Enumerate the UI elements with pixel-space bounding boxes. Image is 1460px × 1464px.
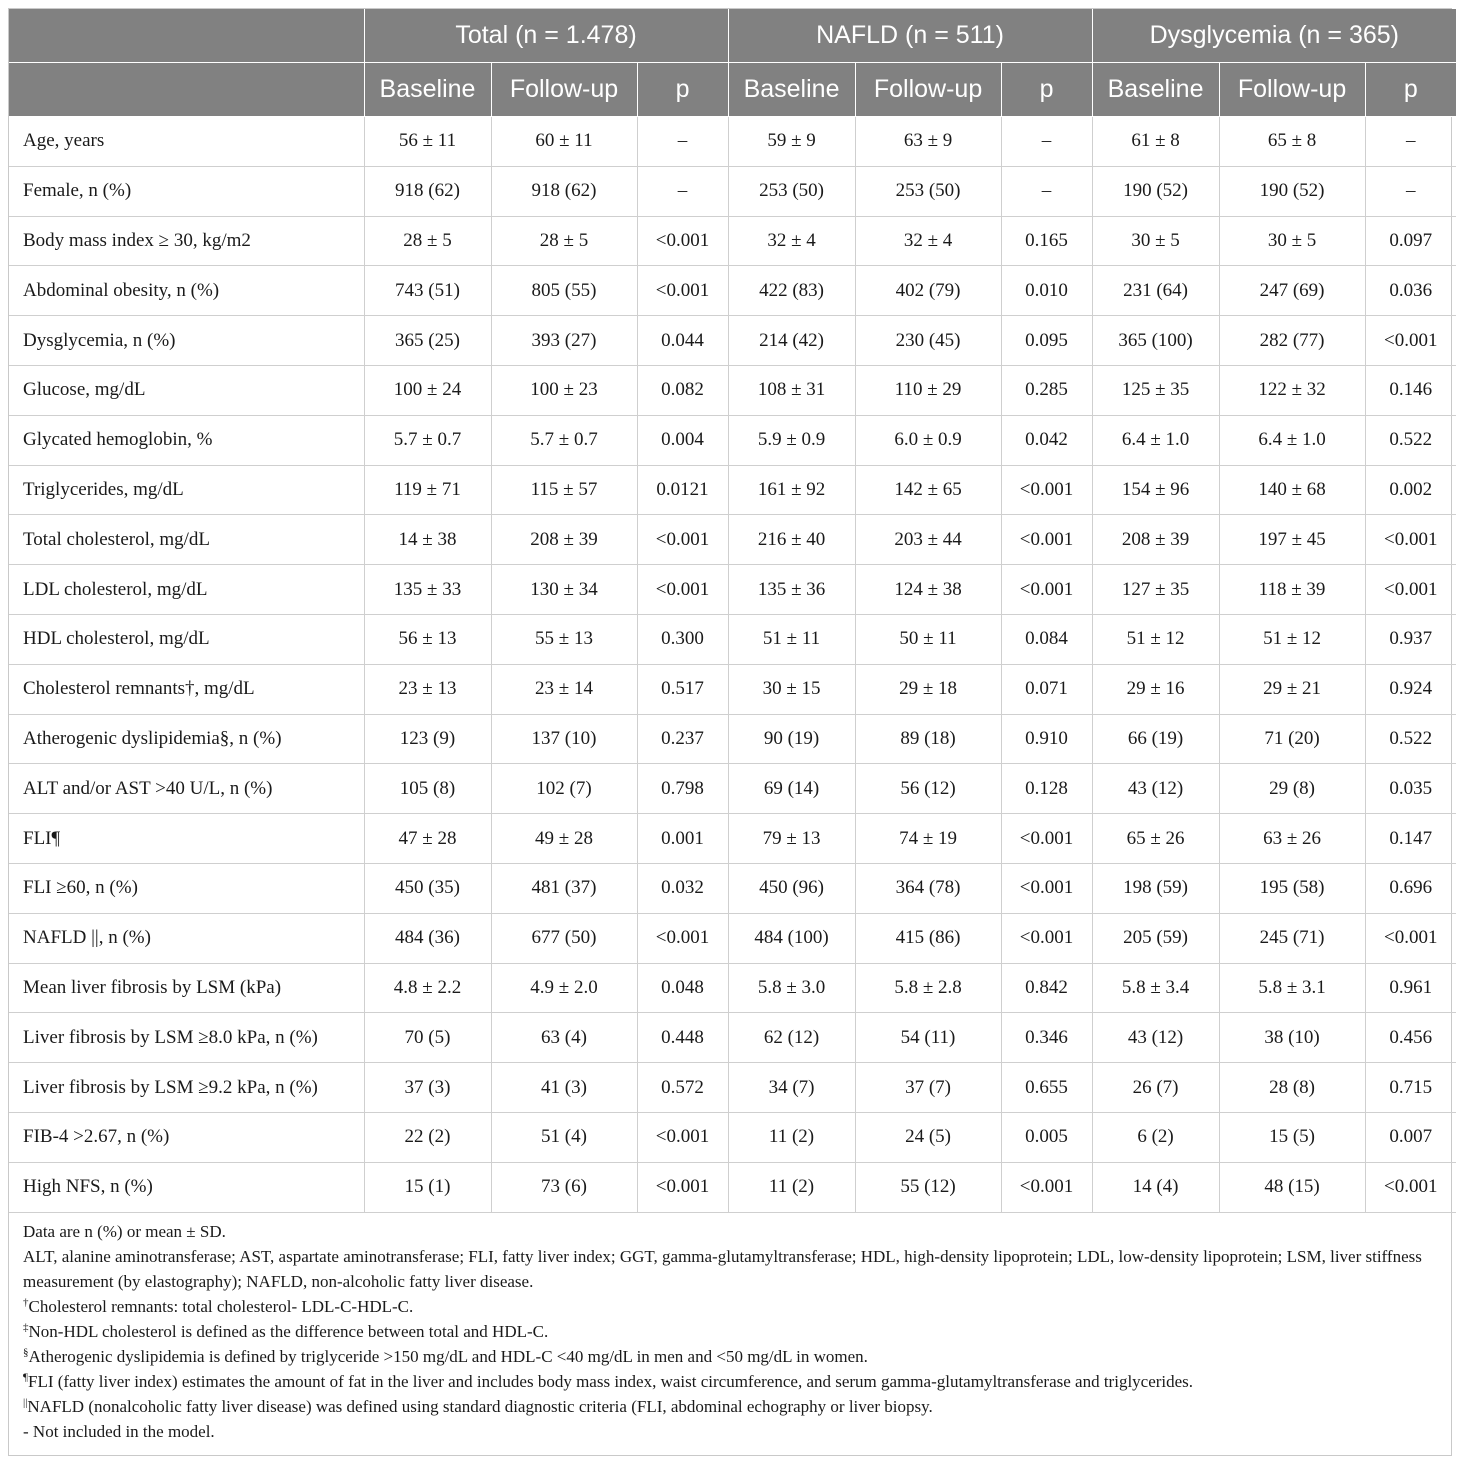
table-row	[9, 515, 1456, 565]
cell-nafld-follow-up: 124 ± 38	[855, 565, 1001, 615]
cell-total-follow-up: 63 (4)	[491, 1013, 637, 1063]
cell-total-follow-up: 208 ± 39	[491, 515, 637, 565]
row-label: Liver fibrosis by LSM ≥8.0 kPa, n (%)	[9, 1013, 364, 1063]
cell-dysglycemia-p: 0.002	[1365, 465, 1456, 515]
cell-dysglycemia-p: 0.937	[1365, 614, 1456, 664]
cell-total-follow-up: 393 (27)	[491, 316, 637, 366]
cell-total-p: <0.001	[637, 565, 728, 615]
table-footnotes	[23, 1219, 1443, 1444]
row-label: Cholesterol remnants†, mg/dL	[9, 664, 364, 714]
row-label: Mean liver fibrosis by LSM (kPa)	[9, 963, 364, 1013]
cell-nafld-follow-up: 29 ± 18	[855, 664, 1001, 714]
footnote-text: - Not included in the model.	[23, 1422, 215, 1441]
cell-dysglycemia-p: –	[1365, 166, 1456, 216]
cell-nafld-baseline: 62 (12)	[728, 1013, 855, 1063]
cell-nafld-baseline: 161 ± 92	[728, 465, 855, 515]
cell-total-baseline: 119 ± 71	[364, 465, 491, 515]
cell-total-follow-up: 115 ± 57	[491, 465, 637, 515]
footnote-text: NAFLD (nonalcoholic fatty liver disease) was defined using standard diagnostic criteria (FLI, abdominal echography or liver biopsy.	[27, 1397, 933, 1416]
group-header-row	[9, 9, 1456, 63]
cell-nafld-baseline: 11 (2)	[728, 1162, 855, 1212]
footnote-text: Cholesterol remnants: total cholesterol- LDL-C-HDL-C.	[28, 1297, 414, 1316]
cell-dysglycemia-baseline: 51 ± 12	[1092, 614, 1219, 664]
cell-dysglycemia-p: 0.036	[1365, 266, 1456, 316]
cell-nafld-p: 0.165	[1001, 216, 1092, 266]
row-label: LDL cholesterol, mg/dL	[9, 565, 364, 615]
footnote-text: Data are n (%) or mean ± SD.	[23, 1222, 226, 1241]
footnote-mark: ‡	[23, 1321, 29, 1334]
cell-nafld-follow-up: 364 (78)	[855, 863, 1001, 913]
row-label: FLI ≥60, n (%)	[9, 863, 364, 913]
footnote	[23, 1294, 1443, 1319]
cell-nafld-baseline: 51 ± 11	[728, 614, 855, 664]
footnote-text: ALT, alanine aminotransferase; AST, aspartate aminotransferase; FLI, fatty liver index; GGT, gamma-glutamyltransferase; HDL, high-density lipoprotein; LDL, low-density lipoprotein; LSM, liver stiffness measurement (by elastography); NAFLD, non-alcoholic fatty liver disease.	[23, 1247, 1422, 1291]
cell-dysglycemia-follow-up: 71 (20)	[1219, 714, 1365, 764]
footnote-text: Non-HDL cholesterol is defined as the difference between total and HDL-C.	[28, 1322, 549, 1341]
cell-nafld-p: –	[1001, 117, 1092, 167]
subheader-baseline: Baseline	[364, 63, 491, 117]
cell-total-baseline: 105 (8)	[364, 764, 491, 814]
cell-total-baseline: 365 (25)	[364, 316, 491, 366]
cell-total-baseline: 123 (9)	[364, 714, 491, 764]
cell-nafld-baseline: 90 (19)	[728, 714, 855, 764]
table-row	[9, 415, 1456, 465]
cell-dysglycemia-follow-up: 282 (77)	[1219, 316, 1365, 366]
cell-nafld-baseline: 5.9 ± 0.9	[728, 415, 855, 465]
table-header	[9, 9, 1456, 117]
row-label: Liver fibrosis by LSM ≥9.2 kPa, n (%)	[9, 1063, 364, 1113]
subheader-follow-up: Follow-up	[1219, 63, 1365, 117]
cell-total-baseline: 135 ± 33	[364, 565, 491, 615]
cell-total-p: 0.004	[637, 415, 728, 465]
cell-total-baseline: 56 ± 11	[364, 117, 491, 167]
cell-nafld-p: <0.001	[1001, 565, 1092, 615]
cell-total-p: 0.048	[637, 963, 728, 1013]
cell-dysglycemia-p: 0.696	[1365, 863, 1456, 913]
cell-dysglycemia-p: 0.146	[1365, 365, 1456, 415]
cell-dysglycemia-baseline: 14 (4)	[1092, 1162, 1219, 1212]
cell-total-p: 0.044	[637, 316, 728, 366]
cell-dysglycemia-follow-up: 118 ± 39	[1219, 565, 1365, 615]
cell-total-baseline: 37 (3)	[364, 1063, 491, 1113]
cell-total-p: –	[637, 166, 728, 216]
row-label: Female, n (%)	[9, 166, 364, 216]
cell-nafld-p: 0.842	[1001, 963, 1092, 1013]
cell-dysglycemia-follow-up: 48 (15)	[1219, 1162, 1365, 1212]
cell-total-p: <0.001	[637, 515, 728, 565]
cell-total-baseline: 56 ± 13	[364, 614, 491, 664]
footnote	[23, 1244, 1443, 1294]
cell-dysglycemia-baseline: 205 (59)	[1092, 913, 1219, 963]
cell-dysglycemia-p: 0.924	[1365, 664, 1456, 714]
cell-nafld-follow-up: 24 (5)	[855, 1112, 1001, 1162]
cell-total-p: <0.001	[637, 1112, 728, 1162]
row-label: Dysglycemia, n (%)	[9, 316, 364, 366]
cell-total-p: 0.448	[637, 1013, 728, 1063]
cell-nafld-follow-up: 415 (86)	[855, 913, 1001, 963]
cell-dysglycemia-baseline: 29 ± 16	[1092, 664, 1219, 714]
cell-total-baseline: 743 (51)	[364, 266, 491, 316]
cell-dysglycemia-follow-up: 6.4 ± 1.0	[1219, 415, 1365, 465]
row-label: Glucose, mg/dL	[9, 365, 364, 415]
cell-dysglycemia-p: 0.007	[1365, 1112, 1456, 1162]
cell-dysglycemia-p: <0.001	[1365, 565, 1456, 615]
cell-nafld-follow-up: 6.0 ± 0.9	[855, 415, 1001, 465]
footnote-mark: ¶	[23, 1371, 28, 1384]
cell-nafld-follow-up: 56 (12)	[855, 764, 1001, 814]
cell-dysglycemia-baseline: 30 ± 5	[1092, 216, 1219, 266]
cell-total-follow-up: 55 ± 13	[491, 614, 637, 664]
cell-dysglycemia-baseline: 43 (12)	[1092, 1013, 1219, 1063]
cell-dysglycemia-p: <0.001	[1365, 316, 1456, 366]
cell-dysglycemia-baseline: 5.8 ± 3.4	[1092, 963, 1219, 1013]
cell-nafld-follow-up: 402 (79)	[855, 266, 1001, 316]
cell-dysglycemia-follow-up: 5.8 ± 3.1	[1219, 963, 1365, 1013]
table-row	[9, 664, 1456, 714]
row-label: HDL cholesterol, mg/dL	[9, 614, 364, 664]
group-header-dysglycemia: Dysglycemia (n = 365)	[1092, 9, 1456, 63]
cell-nafld-baseline: 5.8 ± 3.0	[728, 963, 855, 1013]
cell-nafld-baseline: 11 (2)	[728, 1112, 855, 1162]
cell-total-p: –	[637, 117, 728, 167]
cell-total-p: 0.082	[637, 365, 728, 415]
cell-total-follow-up: 28 ± 5	[491, 216, 637, 266]
cell-total-baseline: 47 ± 28	[364, 814, 491, 864]
cell-total-baseline: 100 ± 24	[364, 365, 491, 415]
cell-nafld-p: <0.001	[1001, 515, 1092, 565]
cell-total-follow-up: 481 (37)	[491, 863, 637, 913]
cell-dysglycemia-follow-up: 29 (8)	[1219, 764, 1365, 814]
table-row	[9, 266, 1456, 316]
cell-total-p: <0.001	[637, 913, 728, 963]
cell-total-p: 0.001	[637, 814, 728, 864]
cell-total-p: 0.572	[637, 1063, 728, 1113]
cell-dysglycemia-baseline: 43 (12)	[1092, 764, 1219, 814]
footnote	[23, 1344, 1443, 1369]
table-row	[9, 1063, 1456, 1113]
cell-total-follow-up: 805 (55)	[491, 266, 637, 316]
cell-total-p: 0.0121	[637, 465, 728, 515]
subheader-baseline: Baseline	[1092, 63, 1219, 117]
cell-total-follow-up: 73 (6)	[491, 1162, 637, 1212]
subheader-follow-up: Follow-up	[491, 63, 637, 117]
cell-nafld-baseline: 135 ± 36	[728, 565, 855, 615]
cell-nafld-baseline: 253 (50)	[728, 166, 855, 216]
table-row	[9, 913, 1456, 963]
cell-total-p: 0.032	[637, 863, 728, 913]
footnote-mark: ||	[23, 1396, 28, 1409]
cell-nafld-p: <0.001	[1001, 1162, 1092, 1212]
cell-total-follow-up: 677 (50)	[491, 913, 637, 963]
cell-nafld-p: 0.655	[1001, 1063, 1092, 1113]
row-label: High NFS, n (%)	[9, 1162, 364, 1212]
cell-dysglycemia-follow-up: 63 ± 26	[1219, 814, 1365, 864]
cell-dysglycemia-p: 0.097	[1365, 216, 1456, 266]
header-corner-sub	[9, 63, 364, 117]
row-label: Body mass index ≥ 30, kg/m2	[9, 216, 364, 266]
cell-total-p: <0.001	[637, 266, 728, 316]
cell-nafld-baseline: 484 (100)	[728, 913, 855, 963]
cell-total-baseline: 450 (35)	[364, 863, 491, 913]
footnote	[23, 1219, 1443, 1244]
cell-nafld-p: <0.001	[1001, 814, 1092, 864]
cell-dysglycemia-baseline: 208 ± 39	[1092, 515, 1219, 565]
cell-nafld-p: 0.285	[1001, 365, 1092, 415]
cell-total-p: 0.237	[637, 714, 728, 764]
cell-total-follow-up: 23 ± 14	[491, 664, 637, 714]
cell-dysglycemia-baseline: 6 (2)	[1092, 1112, 1219, 1162]
cell-nafld-baseline: 214 (42)	[728, 316, 855, 366]
subheader-row	[9, 63, 1456, 117]
cell-nafld-p: 0.346	[1001, 1013, 1092, 1063]
cell-dysglycemia-p: 0.522	[1365, 415, 1456, 465]
cell-dysglycemia-follow-up: 51 ± 12	[1219, 614, 1365, 664]
table-row	[9, 1162, 1456, 1212]
cell-nafld-follow-up: 110 ± 29	[855, 365, 1001, 415]
cell-dysglycemia-baseline: 26 (7)	[1092, 1063, 1219, 1113]
cell-total-follow-up: 137 (10)	[491, 714, 637, 764]
subheader-p: p	[1365, 63, 1456, 117]
cell-nafld-baseline: 30 ± 15	[728, 664, 855, 714]
cell-dysglycemia-p: –	[1365, 117, 1456, 167]
cell-nafld-p: 0.910	[1001, 714, 1092, 764]
cell-dysglycemia-p: 0.147	[1365, 814, 1456, 864]
table-row	[9, 166, 1456, 216]
row-label: Atherogenic dyslipidemia§, n (%)	[9, 714, 364, 764]
cell-nafld-baseline: 69 (14)	[728, 764, 855, 814]
cell-nafld-follow-up: 203 ± 44	[855, 515, 1001, 565]
table-frame	[8, 8, 1452, 1456]
cell-dysglycemia-p: 0.456	[1365, 1013, 1456, 1063]
cell-nafld-follow-up: 54 (11)	[855, 1013, 1001, 1063]
cell-total-follow-up: 51 (4)	[491, 1112, 637, 1162]
subheader-baseline: Baseline	[728, 63, 855, 117]
cell-total-baseline: 5.7 ± 0.7	[364, 415, 491, 465]
footnote-text: FLI (fatty liver index) estimates the amount of fat in the liver and includes body mass index, waist circumference, and serum gamma-glutamyltransferase and triglycerides.	[27, 1372, 1194, 1391]
cell-total-follow-up: 102 (7)	[491, 764, 637, 814]
cell-nafld-follow-up: 142 ± 65	[855, 465, 1001, 515]
row-label: Glycated hemoglobin, %	[9, 415, 364, 465]
row-label: FIB-4 >2.67, n (%)	[9, 1112, 364, 1162]
subheader-p: p	[1001, 63, 1092, 117]
cell-dysglycemia-follow-up: 29 ± 21	[1219, 664, 1365, 714]
cell-nafld-follow-up: 230 (45)	[855, 316, 1001, 366]
cell-nafld-baseline: 108 ± 31	[728, 365, 855, 415]
table-row	[9, 216, 1456, 266]
cell-total-baseline: 4.8 ± 2.2	[364, 963, 491, 1013]
cell-nafld-follow-up: 50 ± 11	[855, 614, 1001, 664]
cell-dysglycemia-p: 0.522	[1365, 714, 1456, 764]
table-row	[9, 614, 1456, 664]
group-header-total: Total (n = 1.478)	[364, 9, 728, 63]
row-label: Abdominal obesity, n (%)	[9, 266, 364, 316]
cell-dysglycemia-baseline: 66 (19)	[1092, 714, 1219, 764]
cell-nafld-p: <0.001	[1001, 465, 1092, 515]
cell-total-p: 0.798	[637, 764, 728, 814]
subheader-p: p	[637, 63, 728, 117]
cell-dysglycemia-follow-up: 65 ± 8	[1219, 117, 1365, 167]
cell-nafld-baseline: 422 (83)	[728, 266, 855, 316]
cell-total-p: <0.001	[637, 216, 728, 266]
cell-dysglycemia-baseline: 65 ± 26	[1092, 814, 1219, 864]
cell-dysglycemia-p: 0.961	[1365, 963, 1456, 1013]
cell-nafld-follow-up: 37 (7)	[855, 1063, 1001, 1113]
cell-dysglycemia-p: <0.001	[1365, 1162, 1456, 1212]
cell-total-follow-up: 5.7 ± 0.7	[491, 415, 637, 465]
table-row	[9, 365, 1456, 415]
cell-nafld-follow-up: 5.8 ± 2.8	[855, 963, 1001, 1013]
footnote-text: Atherogenic dyslipidemia is defined by triglyceride >150 mg/dL and HDL-C <40 mg/dL in men and <50 mg/dL in women.	[28, 1347, 868, 1366]
table-row	[9, 863, 1456, 913]
row-label: Total cholesterol, mg/dL	[9, 515, 364, 565]
cell-dysglycemia-follow-up: 122 ± 32	[1219, 365, 1365, 415]
cell-total-baseline: 22 (2)	[364, 1112, 491, 1162]
cell-total-baseline: 28 ± 5	[364, 216, 491, 266]
table-row	[9, 764, 1456, 814]
cell-nafld-baseline: 32 ± 4	[728, 216, 855, 266]
cell-nafld-p: 0.084	[1001, 614, 1092, 664]
table-row	[9, 1112, 1456, 1162]
cell-dysglycemia-baseline: 6.4 ± 1.0	[1092, 415, 1219, 465]
table-row	[9, 963, 1456, 1013]
cell-nafld-p: –	[1001, 166, 1092, 216]
footnote	[23, 1319, 1443, 1344]
cell-total-p: 0.300	[637, 614, 728, 664]
cell-total-follow-up: 60 ± 11	[491, 117, 637, 167]
cell-total-follow-up: 4.9 ± 2.0	[491, 963, 637, 1013]
cell-dysglycemia-baseline: 154 ± 96	[1092, 465, 1219, 515]
header-corner	[9, 9, 364, 63]
row-label: Triglycerides, mg/dL	[9, 465, 364, 515]
cell-total-follow-up: 49 ± 28	[491, 814, 637, 864]
table-row	[9, 316, 1456, 366]
cell-total-p: 0.517	[637, 664, 728, 714]
cell-dysglycemia-follow-up: 30 ± 5	[1219, 216, 1365, 266]
cell-total-follow-up: 41 (3)	[491, 1063, 637, 1113]
table-row	[9, 714, 1456, 764]
cell-nafld-follow-up: 63 ± 9	[855, 117, 1001, 167]
cell-nafld-follow-up: 55 (12)	[855, 1162, 1001, 1212]
cell-dysglycemia-p: 0.035	[1365, 764, 1456, 814]
cell-dysglycemia-follow-up: 190 (52)	[1219, 166, 1365, 216]
cell-nafld-p: 0.042	[1001, 415, 1092, 465]
cell-nafld-p: <0.001	[1001, 863, 1092, 913]
cell-dysglycemia-baseline: 231 (64)	[1092, 266, 1219, 316]
cell-nafld-baseline: 59 ± 9	[728, 117, 855, 167]
cell-dysglycemia-follow-up: 195 (58)	[1219, 863, 1365, 913]
cell-total-follow-up: 918 (62)	[491, 166, 637, 216]
cell-dysglycemia-baseline: 190 (52)	[1092, 166, 1219, 216]
row-label: ALT and/or AST >40 U/L, n (%)	[9, 764, 364, 814]
cell-dysglycemia-follow-up: 197 ± 45	[1219, 515, 1365, 565]
cell-total-baseline: 23 ± 13	[364, 664, 491, 714]
group-header-nafld: NAFLD (n = 511)	[728, 9, 1092, 63]
row-label: NAFLD ||, n (%)	[9, 913, 364, 963]
cell-total-p: <0.001	[637, 1162, 728, 1212]
cell-dysglycemia-follow-up: 245 (71)	[1219, 913, 1365, 963]
cell-nafld-baseline: 79 ± 13	[728, 814, 855, 864]
cell-nafld-p: 0.095	[1001, 316, 1092, 366]
cell-dysglycemia-follow-up: 140 ± 68	[1219, 465, 1365, 515]
cell-total-baseline: 70 (5)	[364, 1013, 491, 1063]
cell-total-baseline: 484 (36)	[364, 913, 491, 963]
cell-nafld-p: 0.071	[1001, 664, 1092, 714]
cell-dysglycemia-follow-up: 38 (10)	[1219, 1013, 1365, 1063]
table-row	[9, 1013, 1456, 1063]
cell-nafld-p: 0.005	[1001, 1112, 1092, 1162]
row-label: Age, years	[9, 117, 364, 167]
cell-dysglycemia-p: <0.001	[1365, 515, 1456, 565]
cell-nafld-baseline: 450 (96)	[728, 863, 855, 913]
subheader-follow-up: Follow-up	[855, 63, 1001, 117]
row-label: FLI¶	[9, 814, 364, 864]
cell-total-follow-up: 130 ± 34	[491, 565, 637, 615]
cell-total-baseline: 14 ± 38	[364, 515, 491, 565]
cell-dysglycemia-follow-up: 247 (69)	[1219, 266, 1365, 316]
cell-nafld-follow-up: 89 (18)	[855, 714, 1001, 764]
cell-dysglycemia-baseline: 127 ± 35	[1092, 565, 1219, 615]
table-row	[9, 814, 1456, 864]
cell-dysglycemia-baseline: 365 (100)	[1092, 316, 1219, 366]
cell-nafld-p: 0.128	[1001, 764, 1092, 814]
cell-nafld-baseline: 216 ± 40	[728, 515, 855, 565]
cell-dysglycemia-follow-up: 28 (8)	[1219, 1063, 1365, 1113]
cell-total-follow-up: 100 ± 23	[491, 365, 637, 415]
cell-nafld-follow-up: 74 ± 19	[855, 814, 1001, 864]
cell-dysglycemia-p: <0.001	[1365, 913, 1456, 963]
cell-dysglycemia-baseline: 198 (59)	[1092, 863, 1219, 913]
cell-nafld-p: 0.010	[1001, 266, 1092, 316]
table-row	[9, 117, 1456, 167]
footnote	[23, 1394, 1443, 1419]
cell-nafld-p: <0.001	[1001, 913, 1092, 963]
table-body	[9, 117, 1456, 1213]
cell-nafld-baseline: 34 (7)	[728, 1063, 855, 1113]
results-table	[9, 9, 1456, 1213]
cell-dysglycemia-baseline: 61 ± 8	[1092, 117, 1219, 167]
footnote	[23, 1419, 1443, 1444]
footnote-mark: §	[23, 1346, 29, 1359]
cell-dysglycemia-follow-up: 15 (5)	[1219, 1112, 1365, 1162]
table-row	[9, 565, 1456, 615]
footnote-mark: †	[23, 1296, 29, 1309]
footnote	[23, 1369, 1443, 1394]
cell-total-baseline: 15 (1)	[364, 1162, 491, 1212]
cell-dysglycemia-baseline: 125 ± 35	[1092, 365, 1219, 415]
cell-dysglycemia-p: 0.715	[1365, 1063, 1456, 1113]
cell-nafld-follow-up: 32 ± 4	[855, 216, 1001, 266]
table-row	[9, 465, 1456, 515]
cell-nafld-follow-up: 253 (50)	[855, 166, 1001, 216]
cell-total-baseline: 918 (62)	[364, 166, 491, 216]
